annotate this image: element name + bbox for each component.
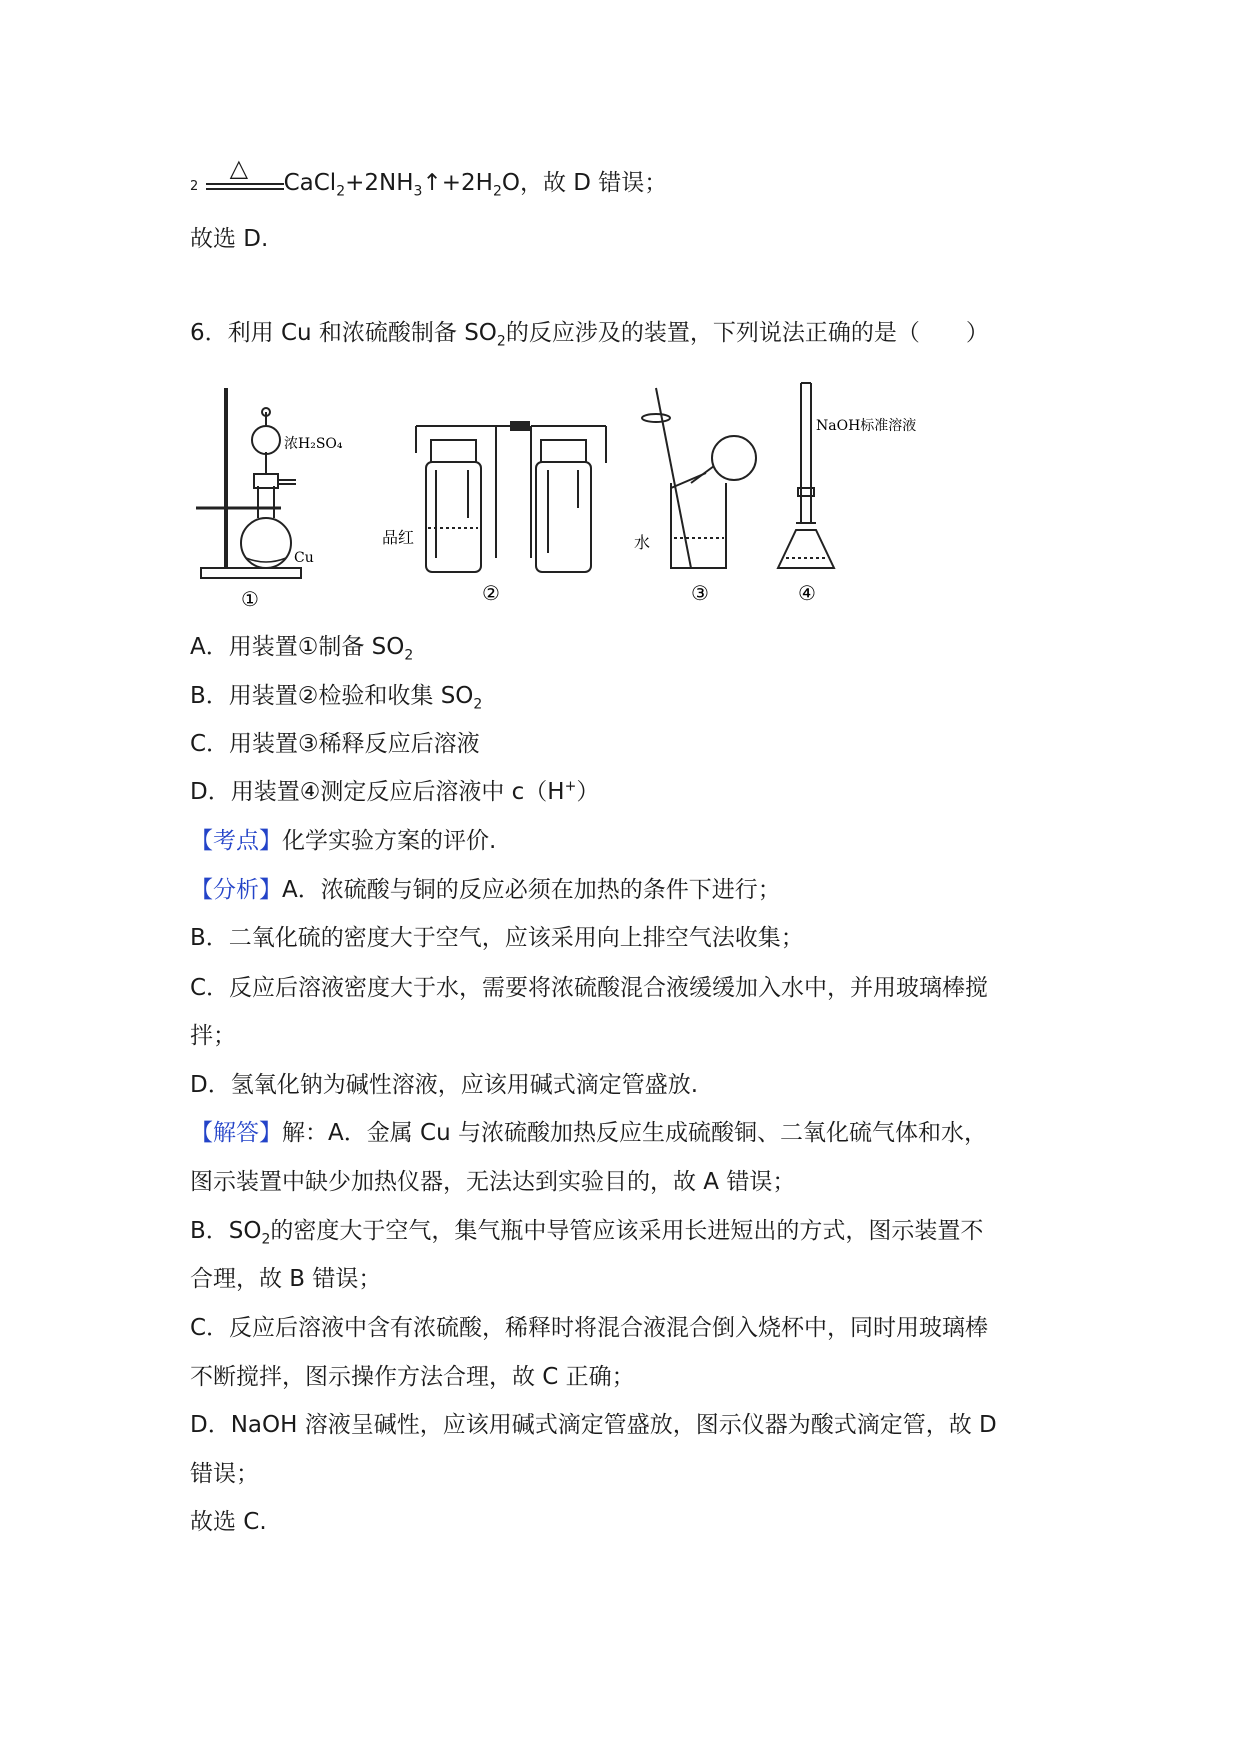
jieda-line-7: D．NaOH 溶液呈碱性，应该用碱式滴定管盛放，图示仪器为酸式滴定管，故 D — [190, 1412, 997, 1438]
label-number-3: ③ — [691, 581, 709, 605]
label-number-2: ② — [482, 581, 500, 605]
option-b: B．用装置②检验和收集 $SO_2$ — [190, 683, 483, 713]
jieda-line-6: 不断搅拌，图示操作方法合理，故 C 正确； — [190, 1364, 635, 1390]
kaodian-line — [190, 826, 496, 856]
label-water: 水 — [634, 533, 651, 552]
fenxi-line-5: D．氢氧化钠为碱性溶液，应该用碱式滴定管盛放. — [190, 1072, 699, 1098]
question-stem: 6．利用 Cu 和浓硫酸制备 $SO_2$的反应涉及的装置，下列说法正确的是（ ） — [190, 320, 989, 350]
fenxi-tag: 【分析】 — [190, 877, 282, 903]
equals-line-bottom — [206, 188, 284, 190]
delta-symbol: △ — [229, 153, 249, 182]
option-c: C．用装置③稀释反应后溶液 — [190, 731, 480, 757]
apparatus-1 — [196, 388, 301, 578]
equation-line — [190, 153, 668, 202]
apparatus-4 — [778, 383, 834, 568]
label-conc-acid: 浓H₂SO₄ — [284, 436, 343, 452]
equation-text: $CaCl_2+2NH_3↑+2H_2O$，故 D 错误； — [283, 170, 668, 200]
label-cu: Cu — [294, 550, 314, 566]
kaodian-tag: 【考点】 — [190, 828, 282, 854]
label-number-1: ① — [241, 587, 259, 611]
fenxi-line-4: 拌； — [190, 1023, 236, 1049]
jieda-line-8: 错误； — [190, 1461, 259, 1487]
heating-condition-sign — [206, 153, 284, 199]
option-d: D．用装置④测定反应后溶液中 c（H+） — [190, 778, 600, 805]
jieda-line-3: B．$SO_2$的密度大于空气，集气瓶中导管应该采用长进短出的方式，图示装置不 — [190, 1218, 984, 1248]
jieda-line-9: 故选 C. — [190, 1509, 267, 1535]
jieda-line-1: 【解答】解：A．金属 Cu 与浓硫酸加热反应生成硫酸铜、二氧化硫气体和水， — [190, 1120, 987, 1146]
label-naoh: NaOH标准溶液 — [816, 418, 917, 434]
apparatus-2 — [416, 422, 606, 572]
jieda-line-4: 合理，故 B 错误； — [190, 1266, 382, 1292]
choose-d-line: 故选 D. — [190, 226, 269, 252]
jieda-tag: 【解答】 — [190, 1120, 282, 1146]
jieda-line-2: 图示装置中缺少加热仪器，无法达到实验目的，故 A 错误； — [190, 1169, 796, 1195]
fenxi-line-1: 【分析】A．浓硫酸与铜的反应必须在加热的条件下进行； — [190, 877, 781, 903]
label-number-4: ④ — [798, 581, 816, 605]
jieda-line-5: C．反应后溶液中含有浓硫酸，稀释时将混合液混合倒入烧杯中，同时用玻璃棒 — [190, 1315, 989, 1341]
apparatus-figure — [186, 378, 994, 618]
label-pinhong: 品红 — [382, 528, 415, 547]
kaodian-text: 化学实验方案的评价. — [282, 828, 497, 854]
fenxi-line-3: C．反应后溶液密度大于水，需要将浓硫酸混合液缓缓加入水中，并用玻璃棒搅 — [190, 975, 989, 1001]
apparatus-3 — [642, 388, 756, 568]
equals-line-top — [206, 183, 284, 185]
option-a: A．用装置①制备 $SO_2$ — [190, 634, 414, 664]
fenxi-line-2: B．二氧化硫的密度大于空气，应该采用向上排空气法收集； — [190, 925, 804, 951]
equation-sub-prefix: 2 — [190, 179, 199, 194]
